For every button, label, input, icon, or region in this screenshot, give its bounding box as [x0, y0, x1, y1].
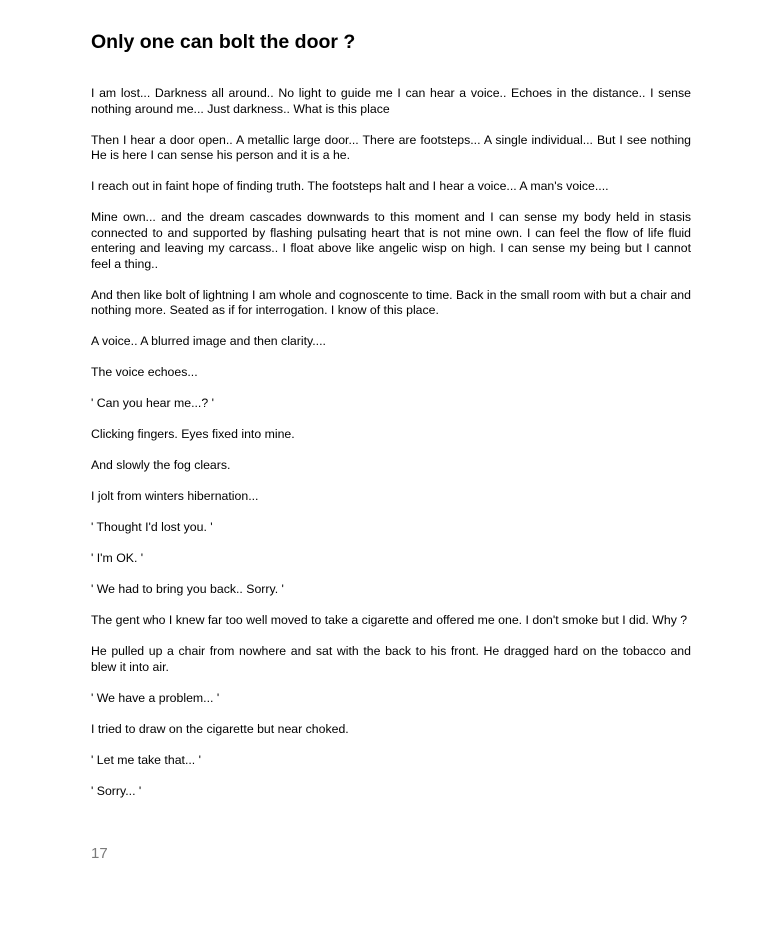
- paragraph: ' Thought I'd lost you. ': [91, 520, 213, 534]
- paragraph: ' I'm OK. ': [91, 551, 144, 565]
- paragraph: I reach out in faint hope of finding truth. The footsteps halt and I hear a voice... A man's voice....: [91, 179, 609, 193]
- page-title: Only one can bolt the door ?: [91, 31, 356, 53]
- paragraph: A voice.. A blurred image and then clarity....: [91, 334, 326, 348]
- paragraph: He pulled up a chair from nowhere and sat with the back to his front. He dragged hard on the tobacco and blew it into air.: [91, 644, 691, 674]
- paragraph: ' Can you hear me...? ': [91, 396, 214, 410]
- paragraph: And slowly the fog clears.: [91, 458, 231, 472]
- paragraph: ' Let me take that... ': [91, 752, 201, 767]
- paragraph: ' We have a problem... ': [91, 690, 220, 705]
- paragraph: ' Sorry... ': [91, 783, 142, 798]
- paragraph: The voice echoes...: [91, 365, 198, 379]
- paragraph: And then like bolt of lightning I am whole and cognoscente to time. Back in the small room with but a chair and nothing more. Seated as if for interrogation. I know of this place.: [91, 287, 691, 317]
- page-number: 17: [91, 845, 108, 862]
- paragraph: Mine own... and the dream cascades downwards to this moment and I can sense my body held in stasis connected to and supported by flashing pulsating heart that is not mine own. I can feel the flow of life fluid entering and leaving my carcass.. I float above like angelic wisp on high. I can sense my being but I cannot feel a thing..: [91, 210, 691, 271]
- paragraph: The gent who I knew far too well moved to take a cigarette and offered me one. I don't smoke but I did. Why ?: [91, 613, 688, 627]
- document-body: [91, 86, 691, 815]
- paragraph: I tried to draw on the cigarette but near choked.: [91, 721, 349, 736]
- paragraph: Then I hear a door open.. A metallic large door... There are footsteps... A single individual... But I see nothing He is here I can sense his person and it is a he.: [91, 132, 691, 162]
- paragraph: Clicking fingers. Eyes fixed into mine.: [91, 427, 295, 441]
- paragraph: ' We had to bring you back.. Sorry. ': [91, 582, 284, 596]
- paragraph: I jolt from winters hibernation...: [91, 489, 259, 503]
- paragraph: I am lost... Darkness all around.. No light to guide me I can hear a voice.. Echoes in the distance.. I sense nothing around me... Just darkness.. What is this place: [91, 86, 691, 116]
